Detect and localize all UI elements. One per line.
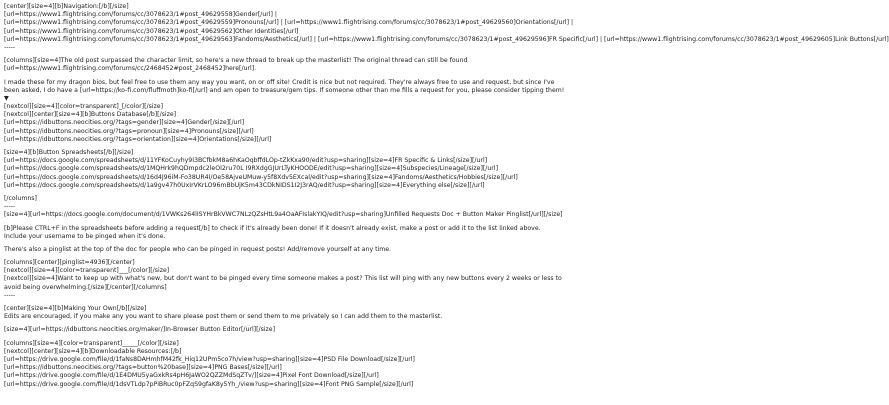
text-line: [nextcol][size=4][color=transparent]_[/color][/size] (4, 103, 163, 111)
text-line: [nextcol][size=4]Want to keep up with what's new, but don't want to be pinged every time someone makes a post? This list will ping with any new buttons every 2 weeks or less to (4, 275, 562, 283)
caret-down-icon: ▼ (4, 94, 9, 102)
text-line: [url=https://www1.flightrising.com/forums/cc/3078623/1#post_49629558]Gender[/url] | (4, 11, 277, 19)
divider-line: ----- (4, 291, 16, 299)
text-line: [url=https://docs.google.com/spreadsheets/d/1MQHrk9hQDmpdc2leOI2ru70L I9RXdgGJUrLTyKHOODE/edit?usp=sharing][size=4]Subspecies/Lineage[/size][/url] (4, 165, 498, 173)
text-line: [size=4][url=https://docs.google.com/document/d/1VWKs264lISYHrBkVWC7NLzQZsHtL9a4OaAFIslakYIQ/edit?usp=sharing]Unfilled Requests Doc + Button Maker Pinglist[/url][/size] (4, 211, 563, 219)
text-line: I made these for my dragon bios, but feel free to use them any way you want, on or off site! Credit is nice but not required. They're always free to use and request, but since I've (4, 78, 555, 86)
text-line: [columns][center][pinglist=4936][/center] (4, 259, 135, 267)
text-line: [url=https://www1.flightrising.com/forums/cc/3078623/1#post_49629562]Other Identities[/url] (4, 27, 299, 35)
text-line: There's also a pinglist at the top of the doc for people who can be pinged in request posts! Add/remove yourself at any time. (4, 245, 392, 253)
text-line: [url=https://docs.google.com/spreadsheets/d/11YFKoCuyhy9I3BCfbkM8a6hKaOqbffdLOp-tZkKxa90/edit?usp=sharing][size=4]FR Specific & Links[/size][/url] (4, 157, 488, 165)
text-line: [url=https://docs.google.com/spreadsheets/d/1a9gv47h0UxIrVKrLO96mBbUjK5m43CDkNIDS1I2J3rAQ/edit?usp=sharing][size=4]Everything else[/size][/url] (4, 181, 485, 189)
text-line: [url=https://www1.flightrising.com/forums/cc/3078623/1#post_49629563]Fandoms/Aesthetics[/url] | [url=https://www1.flightrising.com/forums/cc/3078623/1#post_49629596]FR Specific[/url] | [url=https://www1.flightrising.com/forums/cc/3078623/1#post_49629605]Link Buttons[/url] (4, 35, 889, 43)
text-line: [url=https://www1.flightrising.com/forums/cc/3078623/1#post_49629559]Pronouns[/url] | [url=https://www1.flightrising.com/forums/cc/3078623/1#post_49629560]Orientations[/url] | (4, 19, 574, 27)
text-line: [url=https://drive.google.com/file/d/1faNs8DAHmhfM42fk_Hiq12UPm5co7h/view?usp=sharing][size=4]PSD File Download[/size][/url] (4, 355, 415, 363)
text-line: [url=https://www1.flightrising.com/forums/cc/2468452#post_2468452]here[/url]. (4, 65, 257, 73)
text-line: [center][size=4][b]Navigation:[/b][/size] (4, 3, 129, 10)
divider-line: ----- (4, 43, 16, 51)
text-line: [url=https://idbuttons.neocities.org/?tags=gender][size=4]Gender[/size][/url] (4, 119, 245, 127)
text-line: [url=https://idbuttons.neocities.org/?tags=orientation][size=4]Orientations[/size][/url] (4, 135, 272, 143)
text-line: [url=https://drive.google.com/file/d/1E4DMU5yaGxkRs4pH6JaWO2QZZMdSqZTv/][size=4]Pixel Font Download[/size][/url] (4, 372, 379, 380)
text-line: [columns][size=4]The old post surpassed the character limit, so here's a new thread to break up the masterlist! The original thread can still be found (4, 57, 468, 65)
text-line: avoid being overwhelming.[/size][/center][/columns] (4, 283, 167, 291)
text-line: Edits are encouraged, if you make any you want to share please post them or send them to me privately so I can add them to the masterlist. (4, 313, 443, 321)
divider-line: ----- (4, 203, 16, 211)
text-line: been asked, I do have a [url=https://ko-fi.com/fluffmoth]ko-fi[/url] and am open to treasure/gem tips. If someone other than me fills a request for you, please consider tipping them! (4, 86, 565, 94)
text-line: [url=https://docs.google.com/spreadsheets/d/16d4J96iM-Fo38UR4I/Oe58AjveUMuw-y5f8Xdv5EXcal/edit?usp=sharing][size=4]Fandoms/Aesthetics/Hobbies[/size][/url] (4, 173, 518, 181)
text-line: [url=https://drive.google.com/file/d/1dsVTLdp7pPiBRuc0pFZqS9gfaK8y5Yh_/view?usp=sharing][size=4]Font PNG Sample[/size][/url] (4, 380, 414, 388)
text-line: [url=https://idbuttons.neocities.org/?tags=pronoun][size=4]Pronouns[/size][/url] (4, 127, 254, 135)
post-editor-text[interactable] (4, 3, 889, 389)
text-line: [nextcol][center][size=4][b]Downloadable Resources:[/b] (4, 347, 182, 355)
text-line: [columns][size=4][color=transparent]_____[/color][/size] (4, 339, 179, 347)
text-line: Include your username to be pinged when it's done. (4, 232, 166, 240)
text-line: [size=4][url=https://idbuttons.neocities.org/maker/]In-Browser Button Editor[/url][/size] (4, 326, 276, 334)
text-line: [url=https://idbuttons.neocities.org/?tags=button%20base][size=4]PNG Bases[/size][/url] (4, 364, 282, 372)
text-line: [b]Please CTRL+F in the spreadsheets before adding a request[/b] to check if it's already been done! If it doesn't already exist, make a post or add it to the list linked above. (4, 224, 541, 232)
text-line: [center][size=4][b]Making Your Own[/b][/size] (4, 305, 147, 312)
text-line: [nextcol][size=4][color=transparent]___[/color][/size] (4, 267, 170, 275)
text-line: [/columns] (4, 194, 37, 202)
text-line: [nextcol][center][size=4][b]Buttons Database[/b][/size] (4, 111, 177, 119)
text-line: [size=4][b]Button Spreadsheets[/b][/size] (4, 149, 134, 156)
